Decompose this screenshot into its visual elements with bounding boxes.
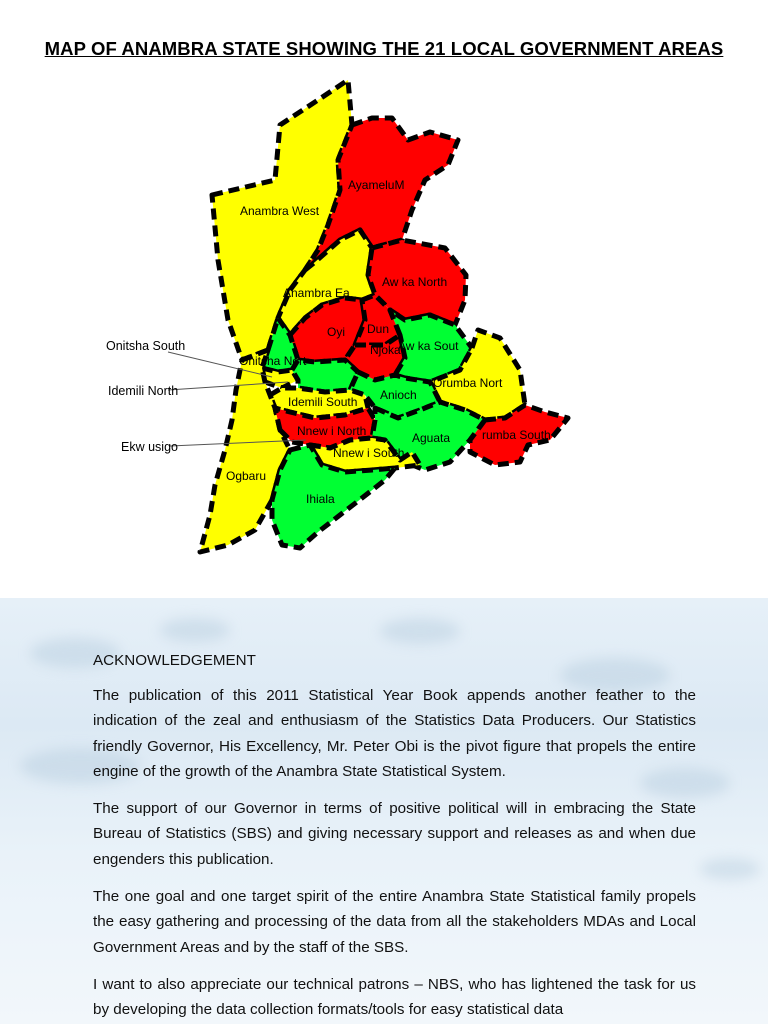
label-anambra-east: Anambra Ea [283, 286, 350, 300]
acknowledgement-paragraph-4: I want to also appreciate our technical patrons – NBS, who has lightened the task for us by developing the data collection formats/tools for easy statistical data [93, 975, 696, 1019]
label-onitsha-north: Onitsha Nort [239, 354, 307, 368]
label-idemili-south: Idemili South [288, 395, 358, 409]
label-ihiala: Ihiala [306, 492, 335, 506]
label-oyi: Oyi [327, 325, 345, 339]
acknowledgement-heading: ACKNOWLEDGEMENT [93, 652, 256, 669]
label-anambra-west: Anambra West [240, 204, 320, 218]
acknowledgement-section [93, 648, 696, 1035]
label-awka-north: Aw ka North [382, 275, 448, 289]
label-njikoka: Njoka [370, 343, 401, 357]
callout-onitsha-south: Onitsha South [106, 339, 186, 353]
callout-ekwusigo: Ekw usigo [121, 440, 178, 454]
label-awka-south: Aw ka Sout [398, 339, 459, 353]
callout-labels [106, 339, 185, 454]
acknowledgement-paragraph-1: The publication of this 2011 Statistical Year Book appends another feather to the indication of the zeal and enthusiasm of the Statistics Data Producers. Our Statistics friendly Governor, His Excellency, Mr. Peter Obi is the pivot figure that propels the entire engine of the growth of the Anambra State Statistical System. [93, 687, 696, 780]
label-ogbaru: Ogbaru [226, 469, 267, 483]
label-aguata: Aguata [412, 431, 451, 445]
callout-idemili-north: Idemili North [108, 384, 179, 398]
acknowledgement-paragraph-2: The support of our Governor in terms of positive political will in embracing the State Bureau of Statistics (SBS) and giving necessary support and releases as and when due engenders this publication. [93, 800, 696, 868]
label-dunukofia: Dun [367, 322, 390, 336]
label-nnewi-south: Nnew i South [333, 446, 405, 460]
label-orumba-south: rumba South [482, 428, 551, 442]
acknowledgement-paragraph-3: The one goal and one target spirit of the entire Anambra State Statistical family propels the easy gathering and processing of the data from all the stakeholders MDAs and Local Government Areas and by the staff of the SBS. [93, 888, 696, 956]
label-nnewi-north: Nnew i North [297, 424, 367, 438]
label-orumba-north: Orumba Nort [433, 376, 503, 390]
label-ayamelum: AyameluM [348, 178, 405, 192]
label-anaocha: Anioch [380, 388, 417, 402]
page-title: MAP OF ANAMBRA STATE SHOWING THE 21 LOCAL GOVERNMENT AREAS [44, 38, 724, 59]
